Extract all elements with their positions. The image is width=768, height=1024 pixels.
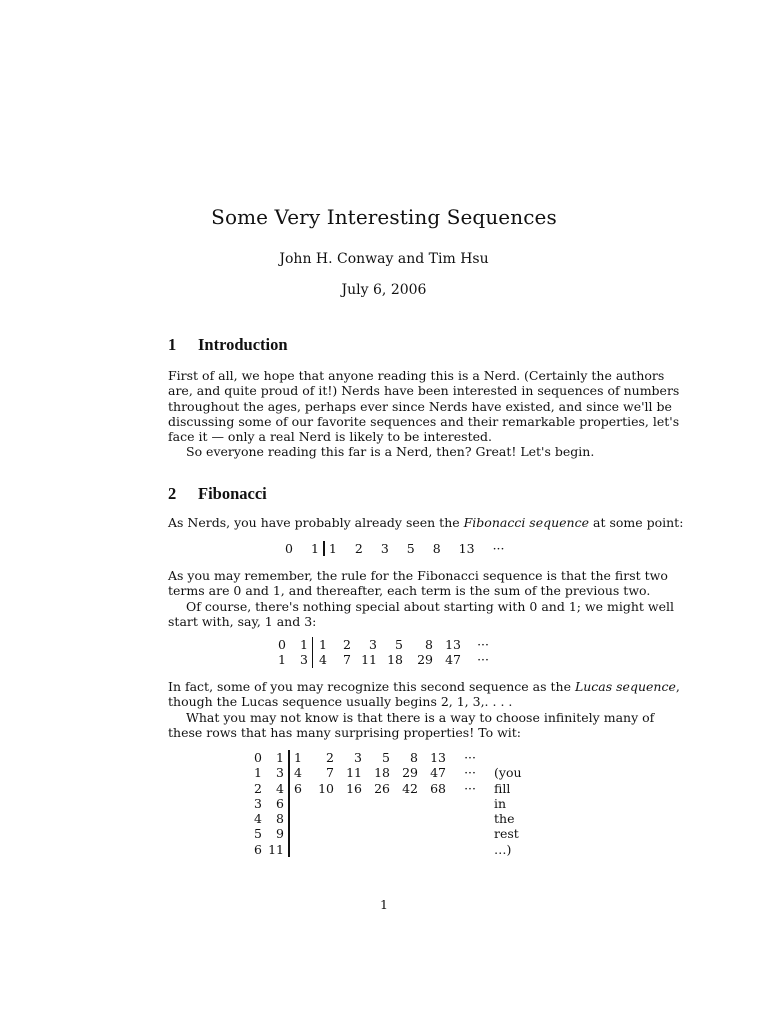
table-cell: 1: [289, 750, 308, 765]
table-cell: ···: [492, 541, 505, 556]
text-fragment: As Nerds, you have probably already seen the: [168, 515, 464, 530]
table-cell: [362, 796, 390, 811]
table-cell: [334, 811, 362, 826]
section-number: 2: [168, 484, 177, 503]
table-cell: 3: [354, 750, 362, 765]
fibonacci-row-table: [276, 541, 514, 556]
paper-title: Some Very Interesting Sequences: [211, 205, 557, 229]
table-cell: 8: [432, 541, 441, 556]
table-cell: 3: [369, 637, 377, 652]
text-line: What you may not know is that there is a way to choose infinitely many of: [186, 709, 655, 725]
table-cell: 29: [402, 765, 418, 781]
table-cell: 1: [254, 765, 262, 781]
emphasis-lucas-sequence: Lucas sequence: [574, 679, 676, 694]
table-cell: [308, 842, 334, 857]
table-cell: [446, 842, 476, 857]
table-row: [270, 652, 489, 667]
table-row: [270, 637, 489, 652]
table-cell: [308, 796, 334, 811]
table-row: [246, 811, 522, 826]
table-cell: [446, 796, 476, 811]
table-cell: 2: [254, 780, 262, 796]
table-cell: 8: [425, 637, 433, 652]
table-cell: 8: [410, 750, 418, 765]
table-cell: ···: [464, 780, 476, 796]
table-cell: 7: [343, 652, 351, 668]
table-cell: 2: [326, 750, 334, 765]
table-cell: 1: [300, 637, 308, 652]
table-row: [246, 781, 522, 796]
table-cell: [334, 796, 362, 811]
table-cell: [362, 826, 390, 841]
table-cell: 29: [417, 652, 433, 668]
table-cell: [418, 842, 446, 857]
fibonacci-intro: [168, 515, 684, 530]
note-cell: …): [494, 841, 512, 857]
paper-authors: John H. Conway and Tim Hsu: [279, 251, 489, 267]
note-cell: the: [494, 811, 515, 827]
table-cell: [289, 826, 308, 841]
table-cell: [390, 826, 418, 841]
table-cell: [308, 826, 334, 841]
text-line: throughout the ages, perhaps ever since Nerds have existed, and since we'll be: [168, 398, 672, 414]
table-row: [246, 842, 522, 857]
note-cell: [476, 750, 522, 765]
table-cell: 6: [254, 841, 262, 857]
table-cell: 13: [430, 750, 446, 765]
table-cell: 3: [300, 652, 308, 668]
table-cell: 1: [278, 652, 286, 668]
table-cell: 6: [276, 795, 284, 811]
table-cell: 4: [313, 652, 328, 667]
text-line: First of all, we hope that anyone reading this is a Nerd. (Certainly the authors: [168, 368, 665, 383]
table-cell: 0: [278, 637, 286, 652]
table-cell: 1: [313, 637, 328, 652]
table-cell: 13: [458, 541, 475, 556]
table-cell: 18: [374, 765, 390, 781]
table-cell: [289, 811, 308, 826]
table-row: [246, 765, 522, 780]
note-cell: (you: [494, 765, 522, 781]
table-cell: [289, 842, 308, 857]
table-cell: 5: [382, 750, 390, 765]
section-title: Introduction: [198, 335, 288, 354]
table-cell: [446, 811, 476, 826]
sequence-array-table: [246, 750, 523, 857]
text-line: though the Lucas sequence usually begins 2, 1, 3,. . . .: [168, 694, 513, 710]
text-line: So everyone reading this far is a Nerd, then? Great! Let's begin.: [186, 444, 595, 460]
table-row: [276, 541, 514, 556]
table-cell: 5: [254, 826, 262, 842]
intro-paragraph: [168, 368, 680, 460]
table-cell: 6: [289, 781, 308, 796]
table-row: [246, 826, 522, 841]
table-cell: 11: [361, 652, 377, 668]
text-fragment: at some point:: [589, 515, 684, 530]
text-fragment: ,: [675, 679, 680, 694]
table-cell: [390, 811, 418, 826]
table-cell: [418, 796, 446, 811]
table-cell: 4: [276, 780, 284, 796]
text-line: face it — only a real Nerd is likely to be interested.: [168, 429, 492, 445]
table-cell: [418, 811, 446, 826]
table-cell: 9: [276, 826, 284, 842]
note-cell: fill: [494, 780, 511, 796]
table-cell: [334, 842, 362, 857]
table-cell: 7: [326, 765, 334, 781]
section-number: 1: [168, 335, 177, 354]
table-cell: 5: [395, 637, 403, 652]
table-cell: [446, 826, 476, 841]
table-cell: 26: [374, 780, 390, 796]
emphasis-fibonacci-sequence: Fibonacci sequence: [463, 515, 590, 530]
table-cell: 1: [324, 541, 346, 556]
table-row: [246, 796, 522, 811]
table-cell: 2: [354, 541, 363, 556]
text-line: [168, 515, 684, 530]
section-title: Fibonacci: [198, 484, 267, 503]
text-line: are, and quite proud of it!) Nerds have been interested in sequences of numbers: [168, 383, 680, 399]
table-cell: 11: [268, 841, 284, 857]
table-cell: 18: [387, 652, 403, 668]
text-line: start with, say, 1 and 3:: [168, 613, 317, 629]
table-cell: 10: [318, 780, 334, 796]
section-heading-fibonacci: [168, 484, 267, 504]
table-cell: 68: [430, 780, 446, 796]
table-cell: 3: [380, 541, 389, 556]
table-cell: [362, 842, 390, 857]
table-cell: 8: [276, 811, 284, 827]
fibonacci-rule-paragraph: [168, 568, 675, 629]
table-cell: ···: [464, 765, 476, 781]
table-cell: [308, 811, 334, 826]
table-cell: 47: [430, 765, 446, 781]
table-cell: 1: [310, 541, 319, 556]
lucas-paragraph: [168, 679, 680, 740]
text-line: these rows that has many surprising properties! To wit:: [168, 724, 522, 740]
table-cell: 5: [406, 541, 415, 556]
note-cell: rest: [494, 826, 519, 842]
section-heading-introduction: [168, 335, 288, 355]
table-cell: 13: [445, 637, 461, 652]
table-cell: 42: [402, 780, 418, 796]
table-cell: 16: [346, 780, 362, 796]
table-cell: 0: [254, 750, 262, 765]
table-cell: [418, 826, 446, 841]
table-cell: [289, 796, 308, 811]
table-cell: [390, 796, 418, 811]
note-cell: in: [494, 795, 507, 811]
table-cell: 2: [343, 637, 351, 652]
text-line: discussing some of our favorite sequences and their remarkable properties, let's: [168, 413, 680, 429]
table-cell: [334, 826, 362, 841]
table-cell: ···: [477, 652, 489, 668]
table-cell: ···: [464, 750, 476, 765]
table-cell: [390, 842, 418, 857]
table-cell: 47: [445, 652, 461, 668]
table-cell: 3: [276, 765, 284, 781]
table-row: [246, 750, 522, 765]
paper-date: July 6, 2006: [341, 282, 427, 298]
table-cell: 11: [346, 765, 362, 781]
table-cell: [362, 811, 390, 826]
text-line: [168, 679, 680, 694]
page-number: 1: [380, 897, 388, 912]
table-cell: 1: [276, 750, 284, 765]
text-line: Of course, there's nothing special about starting with 0 and 1; we might well: [186, 598, 675, 614]
table-cell: 0: [285, 541, 293, 556]
table-cell: 3: [254, 795, 262, 811]
table-cell: 4: [254, 811, 262, 827]
two-row-table: [270, 637, 489, 668]
text-line: As you may remember, the rule for the Fibonacci sequence is that the first two: [168, 568, 668, 583]
table-cell: ···: [477, 637, 489, 652]
text-line: terms are 0 and 1, and thereafter, each term is the sum of the previous two.: [168, 583, 651, 599]
table-cell: 4: [289, 765, 308, 780]
text-fragment: In fact, some of you may recognize this second sequence as the: [168, 679, 575, 694]
